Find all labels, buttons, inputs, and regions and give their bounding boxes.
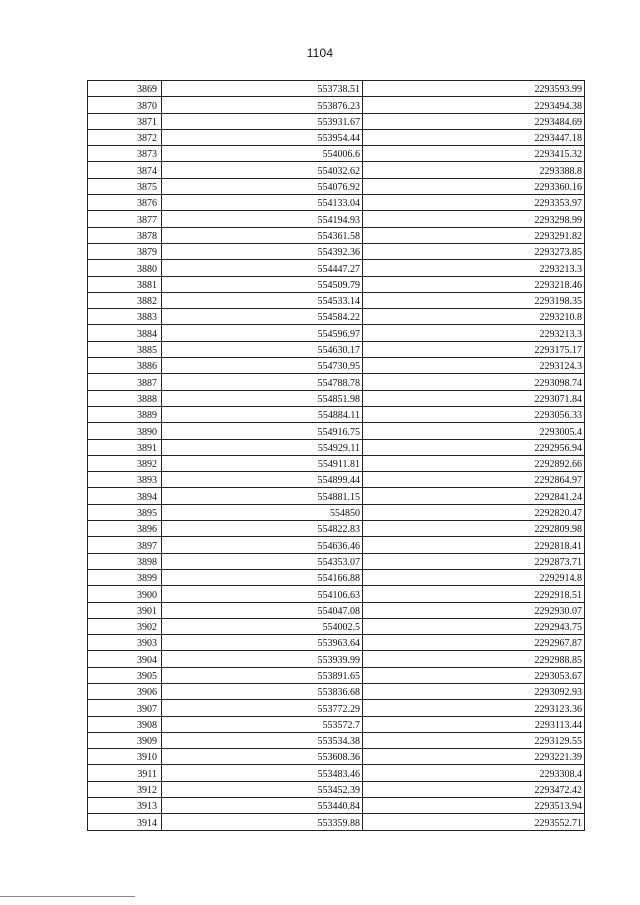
x-coordinate-cell: 554636.46	[162, 537, 363, 553]
y-coordinate-cell: 2293198.35	[363, 292, 585, 308]
y-coordinate-cell: 2293472.42	[363, 781, 585, 797]
y-coordinate-cell: 2292809.98	[363, 521, 585, 537]
x-coordinate-cell: 553359.88	[162, 814, 363, 830]
y-coordinate-cell: 2293221.39	[363, 749, 585, 765]
point-number-cell: 3896	[88, 521, 162, 537]
x-coordinate-cell: 553608.36	[162, 749, 363, 765]
point-number-cell: 3873	[88, 146, 162, 162]
point-number-cell: 3897	[88, 537, 162, 553]
point-number-cell: 3874	[88, 162, 162, 178]
x-coordinate-cell: 554076.92	[162, 178, 363, 194]
point-number-cell: 3907	[88, 700, 162, 716]
x-coordinate-cell: 553836.68	[162, 683, 363, 699]
table-row	[88, 455, 585, 471]
x-coordinate-cell: 554392.36	[162, 243, 363, 259]
table-row	[88, 325, 585, 341]
point-number-cell: 3882	[88, 292, 162, 308]
table-row	[88, 341, 585, 357]
point-number-cell: 3887	[88, 374, 162, 390]
y-coordinate-cell: 2293113.44	[363, 716, 585, 732]
point-number-cell: 3911	[88, 765, 162, 781]
table-row	[88, 667, 585, 683]
table-row	[88, 781, 585, 797]
table-row	[88, 178, 585, 194]
table-row	[88, 732, 585, 748]
x-coordinate-cell: 554002.5	[162, 618, 363, 634]
x-coordinate-cell: 554006.6	[162, 146, 363, 162]
point-number-cell: 3870	[88, 97, 162, 113]
point-number-cell: 3883	[88, 309, 162, 325]
y-coordinate-cell: 2292988.85	[363, 651, 585, 667]
table-row	[88, 211, 585, 227]
y-coordinate-cell: 2292967.87	[363, 635, 585, 651]
table-row	[88, 129, 585, 145]
y-coordinate-cell: 2292820.47	[363, 504, 585, 520]
x-coordinate-cell: 553572.7	[162, 716, 363, 732]
x-coordinate-cell: 553772.29	[162, 700, 363, 716]
table-row	[88, 700, 585, 716]
x-coordinate-cell: 554788.78	[162, 374, 363, 390]
y-coordinate-cell: 2293593.99	[363, 81, 585, 97]
point-number-cell: 3913	[88, 798, 162, 814]
table-row	[88, 276, 585, 292]
y-coordinate-cell: 2293123.36	[363, 700, 585, 716]
point-number-cell: 3898	[88, 553, 162, 569]
x-coordinate-cell: 554584.22	[162, 309, 363, 325]
table-row	[88, 309, 585, 325]
x-coordinate-cell: 553738.51	[162, 81, 363, 97]
point-number-cell: 3893	[88, 472, 162, 488]
x-coordinate-cell: 554851.98	[162, 390, 363, 406]
table-row	[88, 602, 585, 618]
table-row	[88, 716, 585, 732]
point-number-cell: 3869	[88, 81, 162, 97]
y-coordinate-cell: 2293053.67	[363, 667, 585, 683]
table-row	[88, 472, 585, 488]
point-number-cell: 3905	[88, 667, 162, 683]
table-row	[88, 537, 585, 553]
x-coordinate-cell: 553891.65	[162, 667, 363, 683]
table-row	[88, 798, 585, 814]
table-row	[88, 423, 585, 439]
point-number-cell: 3877	[88, 211, 162, 227]
y-coordinate-cell: 2293291.82	[363, 227, 585, 243]
x-coordinate-cell: 553534.38	[162, 732, 363, 748]
point-number-cell: 3908	[88, 716, 162, 732]
point-number-cell: 3912	[88, 781, 162, 797]
table-row	[88, 749, 585, 765]
point-number-cell: 3910	[88, 749, 162, 765]
y-coordinate-cell: 2292956.94	[363, 439, 585, 455]
y-coordinate-cell: 2293056.33	[363, 406, 585, 422]
y-coordinate-cell: 2292930.07	[363, 602, 585, 618]
point-number-cell: 3881	[88, 276, 162, 292]
point-number-cell: 3876	[88, 195, 162, 211]
table-row	[88, 488, 585, 504]
point-number-cell: 3906	[88, 683, 162, 699]
coordinate-table	[87, 80, 585, 831]
x-coordinate-cell: 554730.95	[162, 358, 363, 374]
y-coordinate-cell: 2293353.97	[363, 195, 585, 211]
point-number-cell: 3884	[88, 325, 162, 341]
point-number-cell: 3902	[88, 618, 162, 634]
x-coordinate-cell: 554509.79	[162, 276, 363, 292]
point-number-cell: 3885	[88, 341, 162, 357]
point-number-cell: 3880	[88, 260, 162, 276]
table-row	[88, 146, 585, 162]
x-coordinate-cell: 554881.15	[162, 488, 363, 504]
y-coordinate-cell: 2293005.4	[363, 423, 585, 439]
y-coordinate-cell: 2292864.97	[363, 472, 585, 488]
y-coordinate-cell: 2293092.93	[363, 683, 585, 699]
y-coordinate-cell: 2292918.51	[363, 586, 585, 602]
table-row	[88, 162, 585, 178]
y-coordinate-cell: 2293213.3	[363, 260, 585, 276]
point-number-cell: 3888	[88, 390, 162, 406]
y-coordinate-cell: 2293308.4	[363, 765, 585, 781]
point-number-cell: 3891	[88, 439, 162, 455]
x-coordinate-cell: 554596.97	[162, 325, 363, 341]
y-coordinate-cell: 2292841.24	[363, 488, 585, 504]
y-coordinate-cell: 2293218.46	[363, 276, 585, 292]
point-number-cell: 3872	[88, 129, 162, 145]
x-coordinate-cell: 554106.63	[162, 586, 363, 602]
x-coordinate-cell: 554166.88	[162, 569, 363, 585]
y-coordinate-cell: 2293175.17	[363, 341, 585, 357]
table-row	[88, 358, 585, 374]
x-coordinate-cell: 554929.11	[162, 439, 363, 455]
footnote-rule	[0, 896, 135, 897]
y-coordinate-cell: 2293484.69	[363, 113, 585, 129]
y-coordinate-cell: 2293494.38	[363, 97, 585, 113]
point-number-cell: 3909	[88, 732, 162, 748]
point-number-cell: 3899	[88, 569, 162, 585]
point-number-cell: 3892	[88, 455, 162, 471]
y-coordinate-cell: 2293124.3	[363, 358, 585, 374]
x-coordinate-cell: 554032.62	[162, 162, 363, 178]
table-row	[88, 195, 585, 211]
y-coordinate-cell: 2293415.32	[363, 146, 585, 162]
y-coordinate-cell: 2292892.66	[363, 455, 585, 471]
x-coordinate-cell: 554884.11	[162, 406, 363, 422]
table-row	[88, 814, 585, 830]
table-row	[88, 569, 585, 585]
x-coordinate-cell: 553954.44	[162, 129, 363, 145]
table-row	[88, 651, 585, 667]
table-row	[88, 586, 585, 602]
x-coordinate-cell: 554911.81	[162, 455, 363, 471]
x-coordinate-cell: 553876.23	[162, 97, 363, 113]
x-coordinate-cell: 554533.14	[162, 292, 363, 308]
y-coordinate-cell: 2293210.8	[363, 309, 585, 325]
y-coordinate-cell: 2293388.8	[363, 162, 585, 178]
x-coordinate-cell: 554194.93	[162, 211, 363, 227]
table-row	[88, 439, 585, 455]
point-number-cell: 3889	[88, 406, 162, 422]
x-coordinate-cell: 554447.27	[162, 260, 363, 276]
point-number-cell: 3900	[88, 586, 162, 602]
y-coordinate-cell: 2293447.18	[363, 129, 585, 145]
x-coordinate-cell: 553931.67	[162, 113, 363, 129]
table-row	[88, 390, 585, 406]
table-row	[88, 81, 585, 97]
point-number-cell: 3901	[88, 602, 162, 618]
y-coordinate-cell: 2292943.75	[363, 618, 585, 634]
table-row	[88, 618, 585, 634]
y-coordinate-cell: 2293273.85	[363, 243, 585, 259]
point-number-cell: 3879	[88, 243, 162, 259]
table-row	[88, 260, 585, 276]
y-coordinate-cell: 2293129.55	[363, 732, 585, 748]
table-row	[88, 227, 585, 243]
point-number-cell: 3904	[88, 651, 162, 667]
x-coordinate-cell: 554630.17	[162, 341, 363, 357]
x-coordinate-cell: 554353.07	[162, 553, 363, 569]
y-coordinate-cell: 2292914.8	[363, 569, 585, 585]
table-row	[88, 765, 585, 781]
page-number: 1104	[306, 46, 334, 60]
y-coordinate-cell: 2293071.84	[363, 390, 585, 406]
x-coordinate-cell: 554916.75	[162, 423, 363, 439]
point-number-cell: 3890	[88, 423, 162, 439]
point-number-cell: 3903	[88, 635, 162, 651]
point-number-cell: 3894	[88, 488, 162, 504]
point-number-cell: 3895	[88, 504, 162, 520]
y-coordinate-cell: 2293213.3	[363, 325, 585, 341]
table-row	[88, 406, 585, 422]
y-coordinate-cell: 2293513.94	[363, 798, 585, 814]
x-coordinate-cell: 553452.39	[162, 781, 363, 797]
y-coordinate-cell: 2293552.71	[363, 814, 585, 830]
point-number-cell: 3871	[88, 113, 162, 129]
coordinate-table-body	[88, 81, 585, 831]
x-coordinate-cell: 554361.58	[162, 227, 363, 243]
x-coordinate-cell: 554822.83	[162, 521, 363, 537]
table-row	[88, 97, 585, 113]
table-row	[88, 374, 585, 390]
x-coordinate-cell: 554850	[162, 504, 363, 520]
table-row	[88, 243, 585, 259]
x-coordinate-cell: 554133.04	[162, 195, 363, 211]
point-number-cell: 3878	[88, 227, 162, 243]
table-row	[88, 113, 585, 129]
x-coordinate-cell: 554047.08	[162, 602, 363, 618]
point-number-cell: 3914	[88, 814, 162, 830]
table-row	[88, 292, 585, 308]
table-row	[88, 553, 585, 569]
y-coordinate-cell: 2293098.74	[363, 374, 585, 390]
table-row	[88, 521, 585, 537]
table-row	[88, 683, 585, 699]
table-row	[88, 504, 585, 520]
x-coordinate-cell: 553440.84	[162, 798, 363, 814]
x-coordinate-cell: 553963.64	[162, 635, 363, 651]
x-coordinate-cell: 553939.99	[162, 651, 363, 667]
table-row	[88, 635, 585, 651]
point-number-cell: 3886	[88, 358, 162, 374]
point-number-cell: 3875	[88, 178, 162, 194]
y-coordinate-cell: 2292873.71	[363, 553, 585, 569]
x-coordinate-cell: 554899.44	[162, 472, 363, 488]
y-coordinate-cell: 2293298.99	[363, 211, 585, 227]
y-coordinate-cell: 2292818.41	[363, 537, 585, 553]
y-coordinate-cell: 2293360.16	[363, 178, 585, 194]
x-coordinate-cell: 553483.46	[162, 765, 363, 781]
